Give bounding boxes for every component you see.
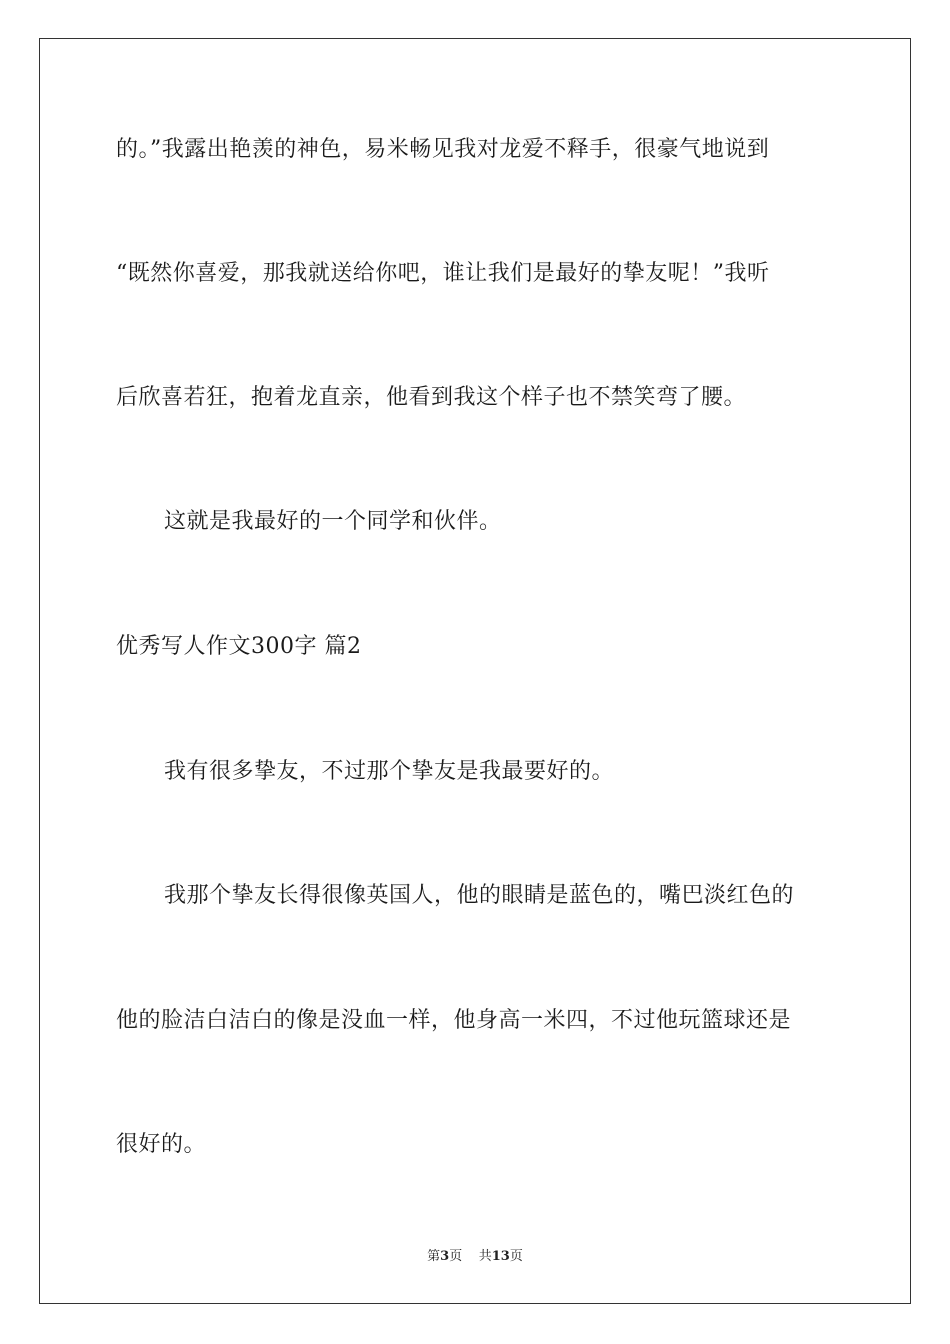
total-label: 共 <box>478 1249 492 1264</box>
page-current: 3 <box>440 1249 450 1264</box>
paragraph-line: 很好的。 <box>116 1132 207 1157</box>
page-border <box>39 38 911 1304</box>
page-label: 第 <box>427 1249 441 1264</box>
paragraph-line: 这就是我最好的一个同学和伙伴。 <box>164 509 502 534</box>
paragraph-line: “既然你喜爱，那我就送给你吧，谁让我们是最好的挚友呢！”我听 <box>116 261 770 286</box>
section-heading: 优秀写人作文300字 篇2 <box>116 634 362 659</box>
page-footer <box>0 1248 950 1266</box>
paragraph-line: 他的脸洁白洁白的像是没血一样，他身高一米四，不过他玩篮球还是 <box>116 1008 792 1033</box>
page-unit: 页 <box>449 1249 463 1264</box>
page-total: 13 <box>491 1249 510 1264</box>
paragraph-line: 我有很多挚友，不过那个挚友是我最要好的。 <box>164 759 615 784</box>
total-unit: 页 <box>509 1249 523 1264</box>
paragraph-line: 后欣喜若狂，抱着龙直亲，他看到我这个样子也不禁笑弯了腰。 <box>116 385 747 410</box>
paragraph-line: 我那个挚友长得很像英国人，他的眼睛是蓝色的，嘴巴淡红色的 <box>164 883 795 908</box>
paragraph-line: 的。”我露出艳羡的神色，易米畅见我对龙爱不释手，很豪气地说到 <box>116 137 770 162</box>
